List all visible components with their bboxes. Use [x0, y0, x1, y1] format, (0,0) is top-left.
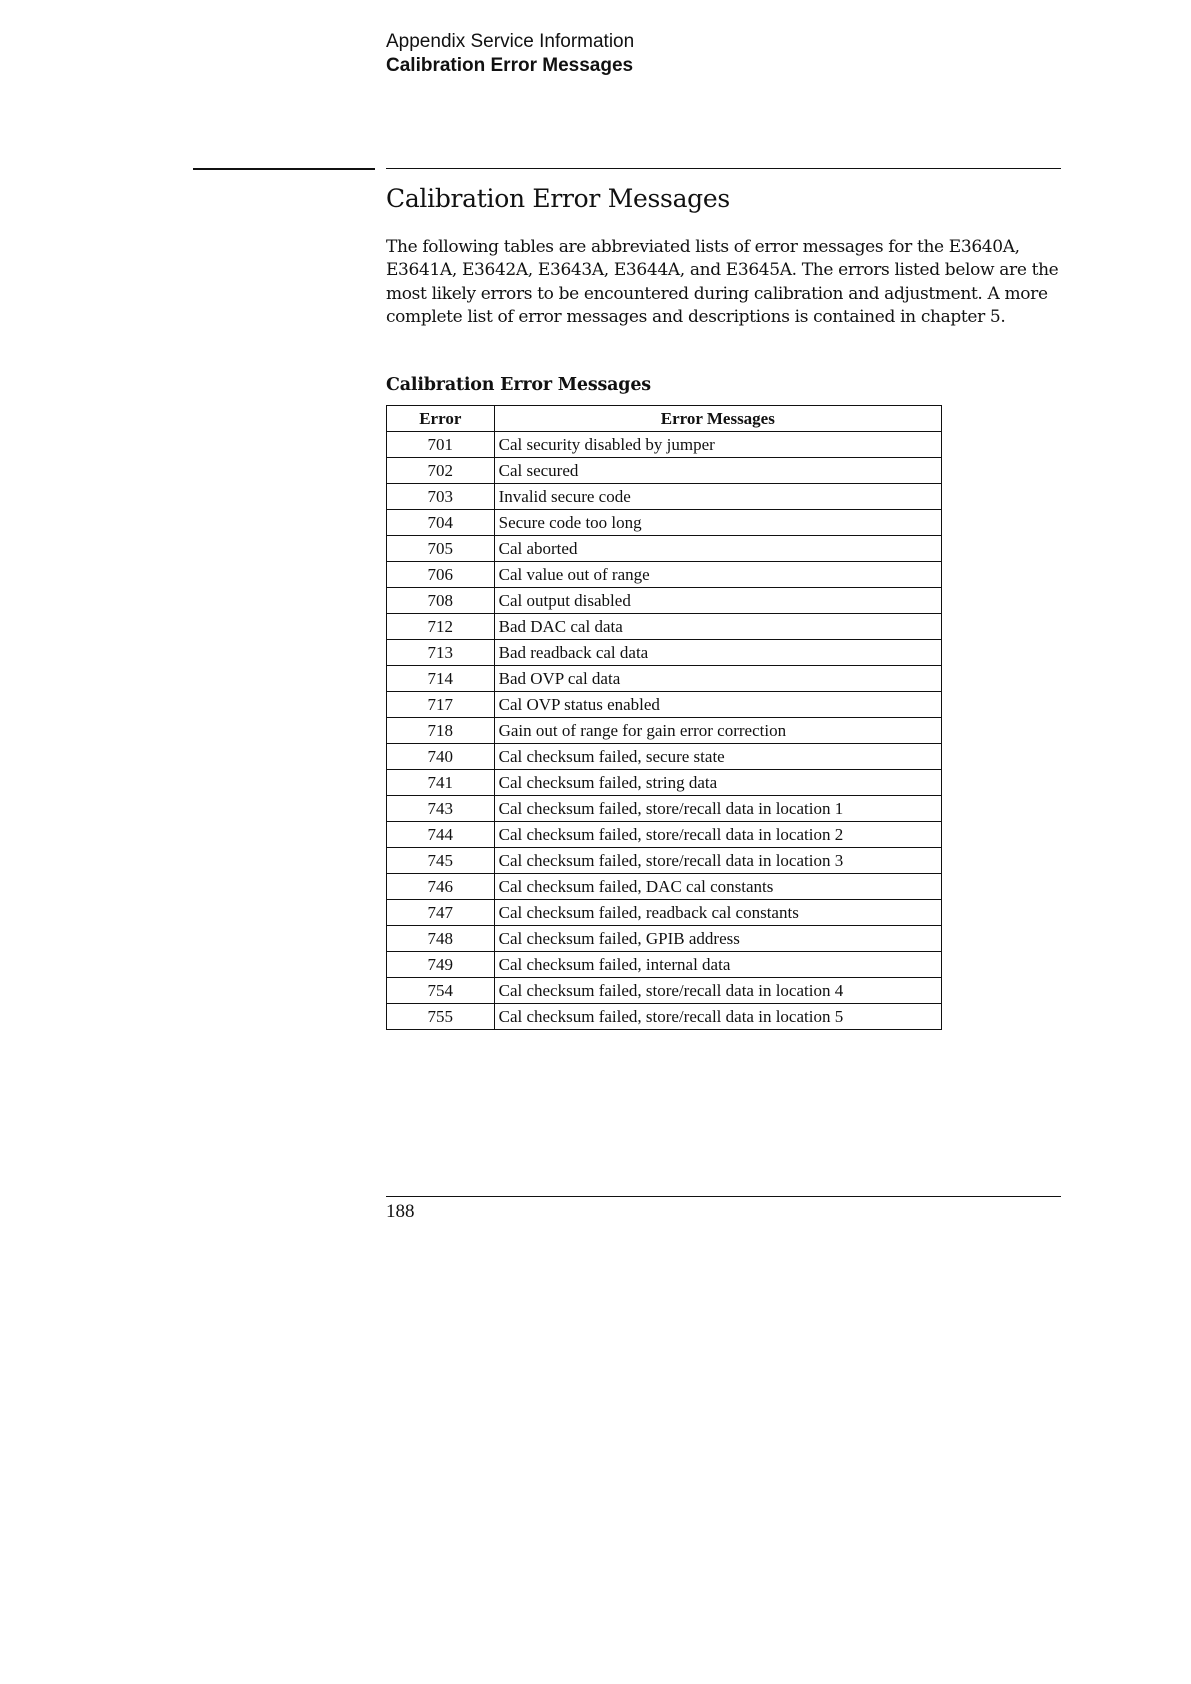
error-message-cell: Secure code too long — [494, 510, 941, 536]
error-message-cell: Bad readback cal data — [494, 640, 941, 666]
table-row — [387, 822, 942, 848]
error-messages-table — [386, 405, 942, 1030]
error-code-cell: 703 — [387, 484, 495, 510]
table-row — [387, 588, 942, 614]
table-header-row — [387, 406, 942, 432]
error-message-cell: Cal checksum failed, readback cal constants — [494, 900, 941, 926]
table-row — [387, 432, 942, 458]
error-message-cell: Cal secured — [494, 458, 941, 484]
running-head-section: Calibration Error Messages — [386, 55, 634, 76]
running-head-chapter: Appendix Service Information — [386, 31, 635, 52]
error-message-cell: Cal checksum failed, store/recall data in location 1 — [494, 796, 941, 822]
error-message-cell: Bad OVP cal data — [494, 666, 941, 692]
table-row — [387, 666, 942, 692]
table-row — [387, 614, 942, 640]
table-row — [387, 848, 942, 874]
error-code-cell: 712 — [387, 614, 495, 640]
section-rule — [386, 168, 1061, 169]
table-row — [387, 640, 942, 666]
error-code-cell: 701 — [387, 432, 495, 458]
table-row — [387, 744, 942, 770]
error-message-cell: Gain out of range for gain error correction — [494, 718, 941, 744]
error-code-cell: 704 — [387, 510, 495, 536]
error-code-cell: 744 — [387, 822, 495, 848]
error-code-cell: 705 — [387, 536, 495, 562]
table-row — [387, 978, 942, 1004]
error-message-cell: Cal checksum failed, secure state — [494, 744, 941, 770]
error-code-cell: 741 — [387, 770, 495, 796]
table-row — [387, 796, 942, 822]
table-row — [387, 692, 942, 718]
error-code-cell: 748 — [387, 926, 495, 952]
table-row — [387, 926, 942, 952]
error-message-cell: Cal checksum failed, string data — [494, 770, 941, 796]
error-code-cell: 747 — [387, 900, 495, 926]
table-row — [387, 536, 942, 562]
table-row — [387, 458, 942, 484]
error-code-cell: 740 — [387, 744, 495, 770]
error-message-cell: Cal checksum failed, store/recall data in location 3 — [494, 848, 941, 874]
table-row — [387, 562, 942, 588]
margin-rule — [193, 168, 375, 170]
error-message-cell: Cal security disabled by jumper — [494, 432, 941, 458]
error-code-cell: 713 — [387, 640, 495, 666]
error-code-cell: 743 — [387, 796, 495, 822]
section-title: Calibration Error Messages — [386, 184, 730, 213]
error-message-cell: Cal checksum failed, store/recall data in location 2 — [494, 822, 941, 848]
table-row — [387, 1004, 942, 1030]
intro-paragraph: The following tables are abbreviated lists of error messages for the E3640A, E3641A, E3642A, E3643A, E3644A, and E3645A. The errors listed below are the most likely errors to be encountered during calibration and adjustment. A more complete list of error messages and descriptions is contained in chapter 5. — [386, 237, 1059, 327]
error-message-cell: Cal checksum failed, store/recall data in location 5 — [494, 1004, 941, 1030]
error-code-cell: 754 — [387, 978, 495, 1004]
error-code-cell: 746 — [387, 874, 495, 900]
error-code-cell: 745 — [387, 848, 495, 874]
error-code-cell: 702 — [387, 458, 495, 484]
page-number: 188 — [386, 1201, 415, 1222]
error-message-cell: Cal value out of range — [494, 562, 941, 588]
table-row — [387, 510, 942, 536]
table-row — [387, 770, 942, 796]
error-message-cell: Bad DAC cal data — [494, 614, 941, 640]
error-code-cell: 718 — [387, 718, 495, 744]
error-message-cell: Cal checksum failed, DAC cal constants — [494, 874, 941, 900]
error-code-cell: 714 — [387, 666, 495, 692]
table-row — [387, 484, 942, 510]
table-row — [387, 718, 942, 744]
error-message-cell: Cal checksum failed, GPIB address — [494, 926, 941, 952]
running-head — [386, 30, 634, 78]
table-caption: Calibration Error Messages — [386, 375, 651, 395]
error-message-cell: Cal aborted — [494, 536, 941, 562]
column-header-error: Error — [387, 406, 495, 432]
error-code-cell: 706 — [387, 562, 495, 588]
error-code-cell: 755 — [387, 1004, 495, 1030]
error-code-cell: 749 — [387, 952, 495, 978]
error-code-cell: 717 — [387, 692, 495, 718]
error-message-cell: Cal checksum failed, internal data — [494, 952, 941, 978]
table-row — [387, 952, 942, 978]
error-message-cell: Cal OVP status enabled — [494, 692, 941, 718]
error-message-cell: Cal checksum failed, store/recall data in location 4 — [494, 978, 941, 1004]
table-row — [387, 900, 942, 926]
column-header-messages: Error Messages — [494, 406, 941, 432]
table-row — [387, 874, 942, 900]
error-message-cell: Cal output disabled — [494, 588, 941, 614]
footer-rule — [386, 1196, 1061, 1197]
table-body — [387, 432, 942, 1030]
error-message-cell: Invalid secure code — [494, 484, 941, 510]
error-code-cell: 708 — [387, 588, 495, 614]
